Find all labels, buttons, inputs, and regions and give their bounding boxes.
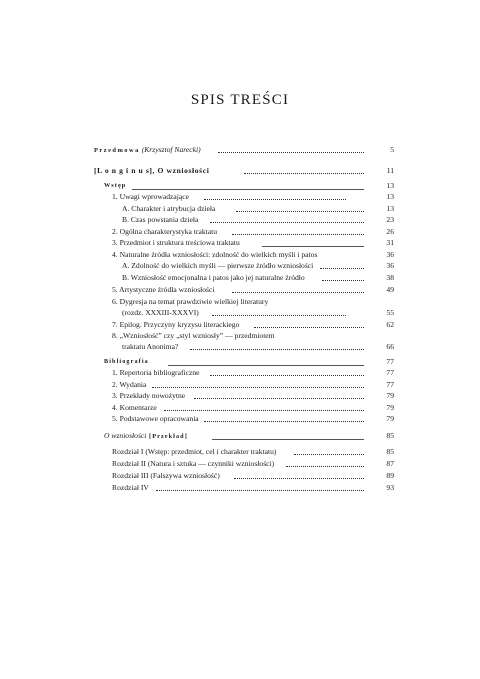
dot-leader [210,222,364,223]
toc-entry-page: 79 [386,391,394,400]
toc-entry-label: 2. Wydania [112,380,147,389]
dot-leader [152,387,364,388]
toc-entry-page: 26 [386,227,394,236]
dot-leader [194,398,364,399]
toc-entry-label: 7. Epilog. Przyczyny kryzysu literackiego [112,320,240,329]
toc-entry[interactable] [94,390,394,402]
dot-leader [232,234,364,235]
dot-leader [212,439,364,440]
toc-entry-label: Rozdział I (Wstęp: przedmiot, cel i charakter traktatu) [112,447,277,456]
toc-entry-page: 77 [386,368,394,377]
toc-entry[interactable] [94,458,394,470]
toc-entry[interactable] [94,214,394,226]
dot-leader [218,152,364,153]
toc-entry-label: [L o n g i n u s], O wzniosłości [94,166,210,175]
toc-entry-page: 85 [386,447,394,456]
page-title: SPIS TREŚCI [190,92,290,108]
toc-entry-label: Bibliografia [104,358,149,365]
toc-entry-page: 23 [386,215,394,224]
toc-entry-label: 4. Komentarze [112,403,157,412]
toc-entry-label: Wstęp [104,182,127,189]
dot-leader [234,478,364,479]
dot-leader [210,375,364,376]
toc-entry-label: O wzniosłości [104,431,147,440]
toc-entry-page: 89 [386,471,394,480]
toc-entry-longinus[interactable] [94,165,394,177]
dot-leader [204,421,364,422]
dot-leader [190,349,364,350]
toc-entry[interactable] [94,307,394,319]
toc-entry[interactable] [94,260,394,272]
toc-entry-page: 87 [386,459,394,468]
toc-entry[interactable] [94,191,394,203]
toc-entry[interactable] [94,413,394,425]
toc-entry-label: traktatu Anonima? [122,342,179,351]
toc-entry-page: 36 [386,261,394,270]
dot-leader [254,327,364,328]
toc-entry-page: 36 [386,250,394,259]
toc-entry-page: 77 [386,357,394,366]
toc-entry-przeklad[interactable] [94,430,394,442]
toc-entry-label: 3. Przekłady nowożytne [112,391,186,400]
toc-entry-label: Rozdział II (Natura i sztuka — czynniki wzniosłości) [112,459,275,468]
dot-leader [322,280,364,281]
dot-leader [286,466,364,467]
toc-entry-label: 1. Repertoria bibliograficzne [112,368,200,377]
dot-leader [232,292,364,293]
toc-entry[interactable] [94,284,394,296]
toc-entry[interactable] [94,341,394,353]
toc-entry-label: Przedmowa [94,147,140,154]
toc-entry[interactable] [94,470,394,482]
dot-leader [294,454,364,455]
toc-entry-page: 66 [386,342,394,351]
toc-entry-page: 85 [386,431,394,440]
toc-entry-label: 2. Ogólna charakterystyka traktatu [112,227,218,236]
toc-entry-label: Rozdział IV [112,483,149,492]
toc-entry-label: 8. „Wzniosłość” czy „styl wzniosły” — przedmiotem [112,331,275,340]
toc-entry-label: A. Zdolność do wielkich myśli — pierwsze źródło wzniosłości [122,261,314,270]
toc-entry-page: 38 [386,273,394,282]
dot-leader [204,199,346,200]
toc-entry-label: 3. Przedmiot i struktura treściowa traktatu [112,238,240,247]
dot-leader [164,410,364,411]
toc-entry-page: 13 [386,192,394,201]
toc-entry-label: B. Wzniosłość emocjonalna i patos jako jej naturalne źródło [122,273,305,282]
dot-leader [212,315,346,316]
toc-entry-label: 6. Dygresja na temat prawdziwie wielkiej literatury [112,297,269,306]
toc-entry-label: 5. Podstawowe opracowania [112,414,199,423]
toc-entry-page: 77 [386,380,394,389]
toc-entry-page: 62 [386,320,394,329]
toc-entry-label-sc: [Przekład] [146,433,188,440]
toc-entry-page: 79 [386,403,394,412]
dot-leader [262,246,364,247]
toc-entry-label: 1. Uwagi wprowadzające [112,192,189,201]
toc-entry-author: (Krzysztof Narecki) [139,145,201,154]
toc-entry-page: 5 [390,145,394,154]
toc-entry-page: 49 [386,285,394,294]
toc-entry-page: 79 [386,414,394,423]
dot-leader [244,173,364,174]
toc-entry[interactable] [94,367,394,379]
toc-entry-page: 13 [386,204,394,213]
toc-entry[interactable] [94,272,394,284]
toc-entry-label: A. Charakter i atrybucja dzieła [122,204,216,213]
toc-entry-page: 55 [386,308,394,317]
dot-leader [132,189,364,190]
toc-entry-page: 93 [386,483,394,492]
toc-entry-page: 13 [386,181,394,190]
toc-entry[interactable] [94,446,394,458]
dot-leader [156,490,364,491]
dot-leader [320,268,364,269]
toc-entry-page: 31 [386,238,394,247]
dot-leader [168,365,364,366]
toc-entry-label: (rozdz. XXXIII-XXXVI) [122,308,199,317]
toc-entry[interactable] [94,237,394,249]
toc-entry-label: 5. Artystyczne źródła wzniosłości [112,285,215,294]
toc-entry[interactable] [94,482,394,494]
toc-entry-label: B. Czas powstania dzieła [122,215,199,224]
toc-entry-przedmowa[interactable] [94,144,394,156]
dot-leader [236,211,364,212]
toc-entry-label: 4. Naturalne źródła wzniosłości: zdolność do wielkich myśli i patos [112,250,318,259]
toc-entry-page: 11 [386,166,394,175]
toc-entry-label: Rozdział III (Fałszywa wzniosłość) [112,471,220,480]
